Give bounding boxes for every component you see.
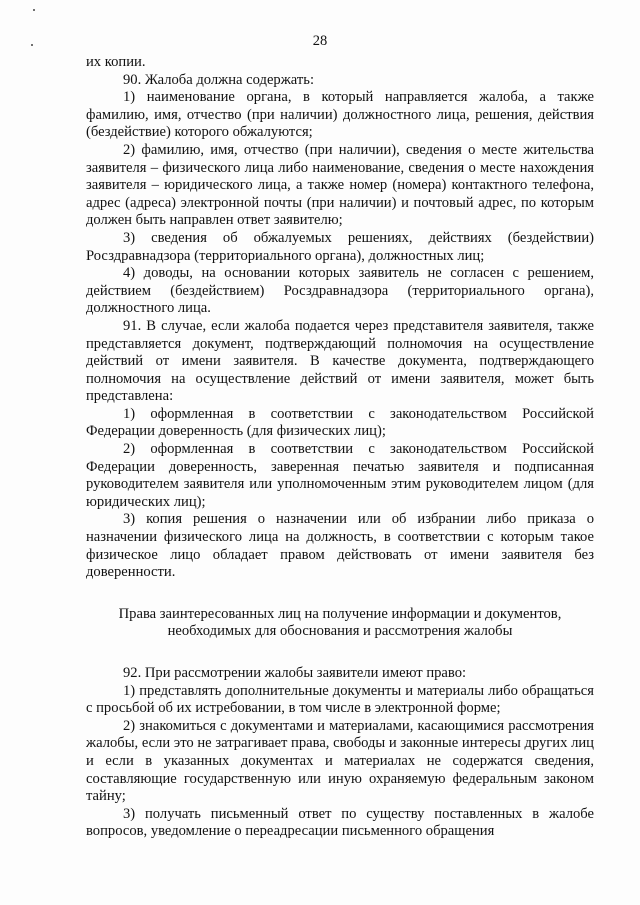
paragraph: 92. При рассмотрении жалобы заявители имеют право:: [123, 665, 467, 681]
section-bottom: [86, 665, 594, 841]
page-number: 28: [312, 33, 328, 49]
paragraph: 3) копия решения о назначении или об избрании либо приказа о назначении физического лица на должность, в соответствии с которым такое физическое лицо обладает правом действовать от имени заявителя без доверенности.: [86, 511, 594, 581]
paragraph: 90. Жалоба должна содержать:: [123, 71, 314, 88]
heading-line: необходимых для обоснования и рассмотрения жалобы: [167, 623, 513, 640]
paragraph: 2) знакомиться с документами и материалами, касающимися рассмотрения жалобы, если это не затрагивает права, свободы и законные интересы других лиц и если в указанных документах и материалах не содержатся сведения, составляющие государственную или иную охраняемую федеральным законом тайну;: [86, 717, 594, 805]
paragraph: 1) представлять дополнительные документы и материалы либо обращаться с просьбой об их истребовании, в том числе в электронной форме;: [86, 682, 594, 717]
heading-line: Права заинтересованных лиц на получение информации и документов,: [118, 605, 562, 622]
paragraph: 3) получать письменный ответ по существу поставленных в жалобе вопросов, уведомление о переадресации письменного обращения: [86, 805, 594, 840]
document-body: [86, 54, 594, 841]
paragraph: 91. В случае, если жалоба подается через представителя заявителя, также представляется документ, подтверждающий полномочия на осуществление действий от имени заявителя. В качестве документа, подтверждающего полномочия на осуществление действий от имени заявителя, может быть представлена:: [86, 317, 594, 405]
paragraph: 4) доводы, на основании которых заявитель не согласен с решением, действием (бездействием) Росздравнадзора (территориального органа), должностного лица.: [86, 265, 594, 317]
paragraph: 1) наименование органа, в который направляется жалоба, а также фамилию, имя, отчество (при наличии) должностного лица, решения, действия (бездействие) которого обжалуются;: [86, 89, 594, 141]
scan-speck: [33, 9, 35, 11]
paragraph: 3) сведения об обжалуемых решениях, действиях (бездействии) Росздравнадзора (территориального органа), должностных лиц;: [86, 229, 594, 264]
section-heading: [86, 606, 594, 641]
paragraph: 1) оформленная в соответствии с законодательством Российской Федерации доверенность (для физических лиц);: [86, 405, 594, 440]
paragraph: их копии.: [86, 54, 146, 70]
paragraph: 2) оформленная в соответствии с законодательством Российской Федерации доверенность, заверенная печатью заявителя и подписанная руководителем заявителя или уполномоченным этим руководителем лицом (для юридических лиц);: [86, 441, 594, 510]
section-top: [86, 54, 594, 582]
paragraph: 2) фамилию, имя, отчество (при наличии), сведения о месте жительства заявителя – физического лица либо наименование, сведения о месте нахождения заявителя – юридического лица, а также номер (номера) контактного телефона, адрес (адреса) электронной почты (при наличии) и почтовый адрес, по которым должен быть направлен ответ заявителю;: [86, 141, 594, 229]
